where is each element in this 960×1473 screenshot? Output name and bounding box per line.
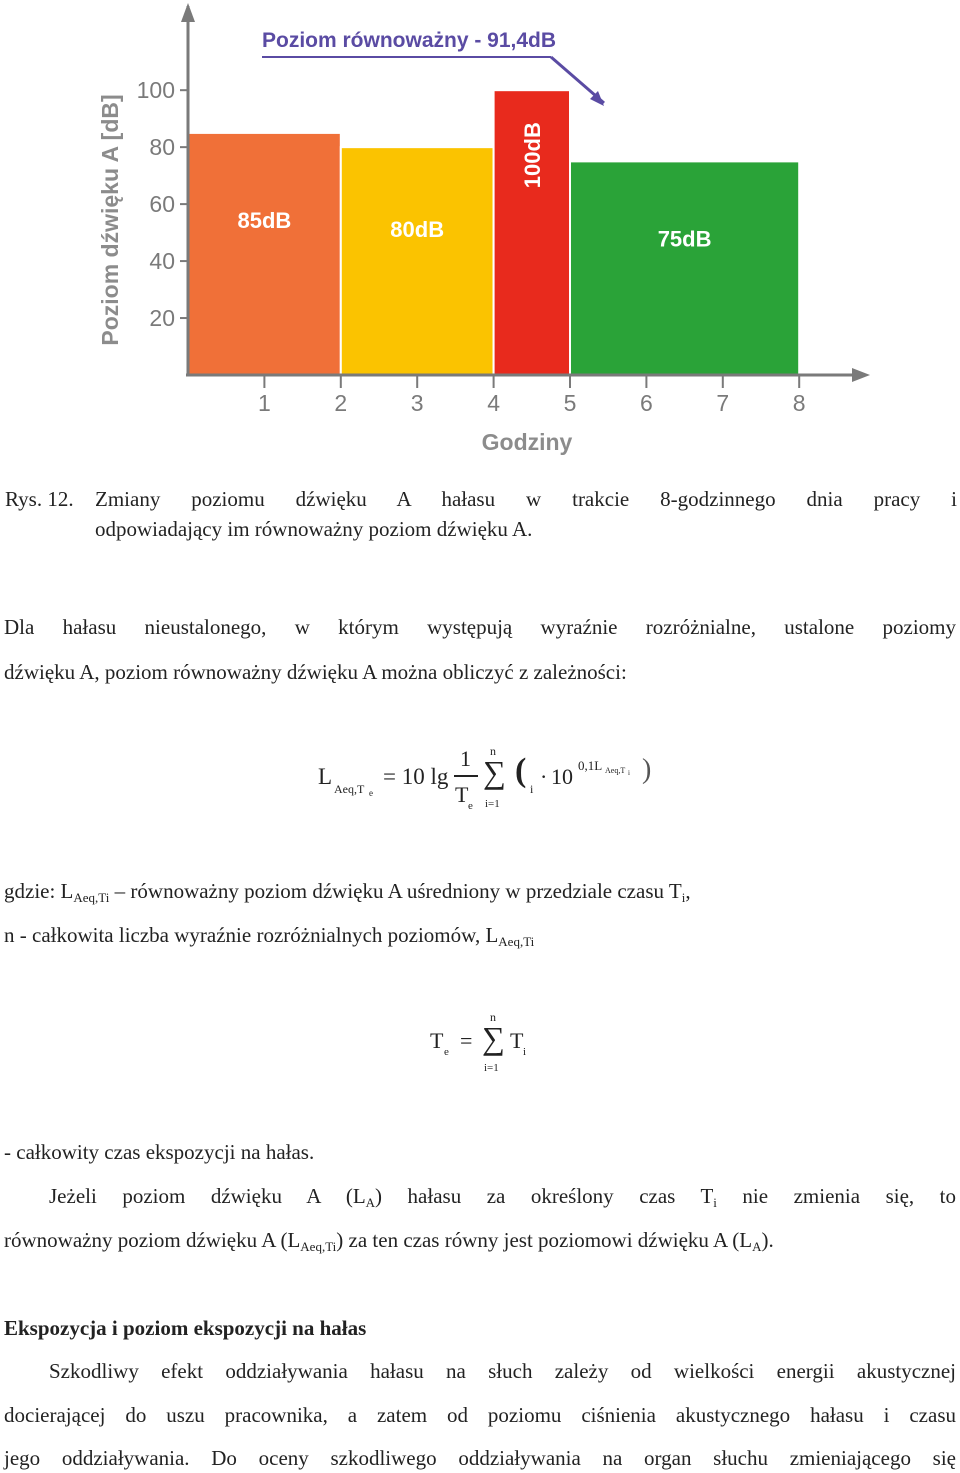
f1-paren-open: ( [515,752,527,789]
x-tick-label-6: 6 [640,390,653,416]
x-tick-label-5: 5 [563,390,577,416]
y-tick-label-100: 100 [136,77,175,104]
section-line-3: jego oddziaływania. Do oceny szkodliwego oddziaływania na organ słuchu zmieniającego się [4,1446,956,1470]
section-line-2: docierającej do uszu pracownika, a zatem od poziomu ciśnienia akustycznego hałasu i czasu [4,1403,956,1427]
p2-2-b: ) hałasu za określony czas T [375,1184,714,1208]
x-tick-label-4: 4 [487,390,500,416]
y-tick-label-60: 60 [149,191,175,218]
f1-fraction-bar [454,775,478,777]
p2-3-sub: Aeq,Ti [300,1239,337,1254]
f2-Ti-sub: i [523,1046,527,1058]
equivalent-level-label: Poziom równoważny - 91,4dB [262,29,557,52]
bar-label-1: 85dB [237,208,292,234]
f1-denominator: T [455,782,469,807]
bar-4 [570,161,799,375]
intro-line-2: dźwięku A, poziom równoważny dźwięku A można obliczyć z zależności: [4,660,627,684]
intro-line-1: Dla hałasu nieustalonego, w którym występują wyraźnie rozróżnialne, ustalone poziomy [4,615,956,639]
where-1-sub2: i [681,890,686,905]
constant-level-line-1 [49,1181,956,1218]
f2-T-sub: e [444,1046,449,1058]
y-tick-label-40: 40 [149,248,175,275]
where-1-c: , [685,879,691,903]
caption-line-1: Zmiany poziomu dźwięku A hałasu w trakcie 8-godzinnego dnia pracy i [95,487,957,511]
bar-label-4: 75dB [657,226,712,252]
x-tick-label-3: 3 [410,390,424,416]
x-axis-label: Godziny [481,429,573,455]
where-1-b: – równoważny poziom dźwięku A uśredniony w przedziale czasu T [109,879,682,903]
f1-denominator-sub: e [468,800,473,812]
f1-equals: = 10 lg [383,764,449,789]
x-tick-label-7: 7 [716,390,730,416]
y-axis-label: Poziom dźwięku A [dB] [97,94,123,346]
section-line-1: Szkodliwy efekt oddziaływania hałasu na słuch zależy od wielkości energii akustycznej [49,1359,956,1383]
constant-level-line-2 [4,1225,774,1262]
f1-Ti-sub: i [530,782,534,796]
p2-3-b: ) za ten czas równy jest poziomowi dźwięku A (L [336,1228,753,1252]
f1-paren-close: ) [642,754,652,785]
p2-3-a: równoważny poziom dźwięku A (L [4,1228,301,1252]
f1-exponent-subsub: i [628,769,630,777]
x-tick-label-8: 8 [792,390,806,416]
p2-2-c: nie zmienia się, to [716,1184,956,1208]
f1-exponent-sub: Aeq,T [605,766,626,775]
where-1-sub: Aeq,Ti [73,890,110,905]
bars-group [188,90,799,375]
section-heading: Ekspozycja i poziom ekspozycji na hałas [4,1316,367,1340]
equivalent-level-formula [0,740,960,820]
f2-sum-bottom: i=1 [484,1062,499,1074]
bar-1 [188,133,341,375]
f2-equals: = [460,1028,473,1053]
total-time-formula [0,1010,960,1080]
f1-numerator: 1 [460,746,471,771]
where-line-2 [4,920,534,957]
f1-L-sub: Aeq,T [334,782,365,796]
f1-sum-bottom: i=1 [485,798,500,810]
x-tick-label-2: 2 [334,390,348,416]
x-ticks-group [258,375,806,416]
bar-2 [341,147,494,375]
p2-2-sub2: i [713,1195,717,1210]
bar-label-2: 80dB [390,217,445,243]
y-tick-label-80: 80 [149,134,175,161]
p2-2-sub: A [365,1195,376,1210]
caption-number: Rys. 12. [5,487,74,511]
f1-exponent: 0,1L [578,758,603,773]
f2-T: T [430,1028,444,1053]
p2-3-c: ). [761,1228,774,1252]
f1-sum-top: n [490,744,496,758]
f2-Ti: T [510,1028,524,1053]
bar-label-3: 100dB [519,122,545,189]
f2-sigma: ∑ [482,1020,505,1056]
total-exposure-line: - całkowity czas ekspozycji na hałas. [4,1140,315,1164]
f1-ten: 10 [551,764,573,789]
f1-L-subsub: e [369,788,373,798]
where-2-sub: Aeq,Ti [498,934,535,949]
y-ticks-group [137,77,188,331]
x-tick-label-1: 1 [258,390,271,416]
p2-2-a: Jeżeli poziom dźwięku A (L [49,1184,366,1208]
where-1-a: gdzie: L [4,879,74,903]
f2-sum-top: n [490,1010,496,1024]
x-axis-arrow [852,368,870,382]
f1-dot: · [540,764,548,789]
p2-3-sub2: A [752,1239,762,1254]
f1-sigma: ∑ [483,754,506,790]
noise-level-chart [0,0,960,470]
f1-L: L [318,764,333,789]
where-line-1 [4,876,691,913]
caption-line-2: odpowiadający im równoważny poziom dźwięku A. [95,517,533,541]
y-tick-label-20: 20 [149,305,175,332]
y-axis-arrow [181,3,195,22]
where-2-a: n - całkowita liczba wyraźnie rozróżnialnych poziomów, L [4,923,499,947]
